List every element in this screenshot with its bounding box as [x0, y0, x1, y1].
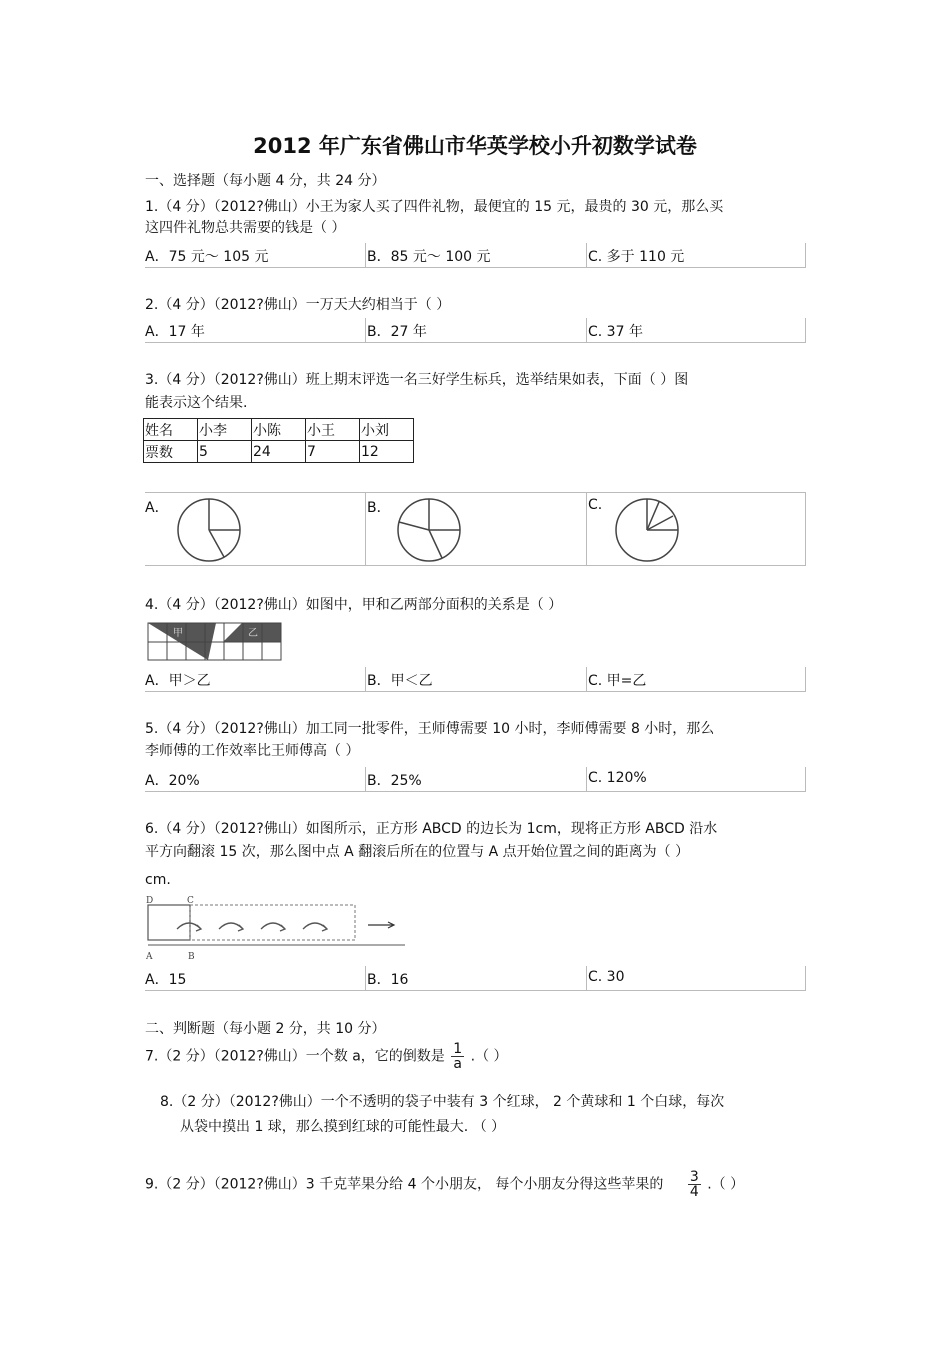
table-cell: 小刘 [360, 419, 414, 441]
question-3-line-1: 3.（4 分）（2012?佛山）班上期末评选一名三好学生标兵，选举结果如表，下面（ ）图 [145, 372, 689, 388]
option-a: A．甲＞乙 [145, 673, 211, 689]
question-3-options [145, 492, 806, 566]
table-row [144, 441, 414, 463]
table-cell: 24 [252, 441, 306, 463]
table-row [144, 419, 414, 441]
question-6-line-3: cm. [145, 872, 171, 888]
question-7 [145, 1042, 508, 1071]
option-c: C. 37 年 [588, 324, 643, 340]
section-heading-judgement: 二、判断题（每小题 2 分，共 10 分） [145, 1021, 386, 1037]
label-jia: 甲 [173, 628, 183, 639]
question-6-line-2: 平方向翻滚 15 次，那么图中点 A 翻滚后所在的位置与 A 点开始位置之间的距离为（ ） [145, 844, 690, 860]
option-c: C. [588, 497, 603, 513]
question-5-line-2: 李师傅的工作效率比王师傅高（ ） [145, 743, 360, 759]
table-cell: 小陈 [252, 419, 306, 441]
fraction-one-over-a [451, 1042, 464, 1071]
area-grid-figure [147, 622, 283, 662]
question-3-line-2: 能表示这个结果. [145, 395, 248, 411]
vertex-label-c: C [187, 896, 194, 906]
question-2-options [145, 318, 806, 343]
question-1-line-2: 这四件礼物总共需要的钱是（ ） [145, 220, 346, 236]
question-8-line-1: 8.（2 分）（2012?佛山）一个不透明的袋子中装有 3 个红球， 2 个黄球和 1 个白球，每次 [160, 1094, 725, 1110]
section-heading-choice: 一、选择题（每小题 4 分，共 24 分） [145, 173, 386, 189]
table-cell: 小李 [198, 419, 252, 441]
option-a: A．20% [145, 773, 200, 789]
pie-chart-b [395, 497, 465, 563]
option-a: A． [145, 500, 169, 516]
option-b: B．25% [367, 773, 422, 789]
table-cell: 7 [306, 441, 360, 463]
vote-table [143, 418, 414, 463]
fraction-denominator: a [453, 1056, 463, 1072]
fraction-numerator: 3 [689, 1169, 699, 1185]
question-8-line-2: 从袋中摸出 1 球，那么摸到红球的可能性最大. （ ） [180, 1119, 506, 1135]
rolling-square-figure [143, 893, 408, 963]
question-5-options [145, 767, 806, 792]
question-6-options [145, 966, 806, 991]
vertex-label-a: A [146, 952, 153, 962]
question-6-line-1: 6.（4 分）（2012?佛山）如图所示，正方形 ABCD 的边长为 1cm，现将正方形 ABCD 沿水 [145, 821, 718, 837]
question-9 [145, 1170, 744, 1199]
option-b: B． [367, 500, 391, 516]
question-1-options [145, 243, 806, 268]
option-b: B．甲＜乙 [367, 673, 433, 689]
option-a: A．15 [145, 972, 187, 988]
option-c: C. 30 [588, 969, 625, 985]
table-cell: 票数 [144, 441, 198, 463]
option-b: B．16 [367, 972, 409, 988]
vertex-label-d: D [146, 896, 154, 906]
question-1-line-1: 1.（4 分）（2012?佛山）小王为家人买了四件礼物，最便宜的 15 元，最贵的 30 元，那么买 [145, 199, 724, 215]
question-9-tail: .（ ） [707, 1176, 745, 1193]
option-a: A．17 年 [145, 324, 205, 340]
option-b: B．85 元～ 100 元 [367, 249, 491, 265]
fraction-denominator: 4 [689, 1184, 699, 1200]
question-2-line-1: 2.（4 分）（2012?佛山）一万天大约相当于（ ） [145, 297, 451, 313]
fraction-three-quarters [688, 1170, 701, 1199]
vertex-label-b: B [188, 952, 195, 962]
page-title: 2012 年广东省佛山市华英学校小升初数学试卷 [253, 134, 697, 158]
label-yi: 乙 [248, 628, 258, 639]
option-c: C. 甲=乙 [588, 673, 647, 689]
table-cell: 姓名 [144, 419, 198, 441]
table-cell: 5 [198, 441, 252, 463]
question-5-line-1: 5.（4 分）（2012?佛山）加工同一批零件，王师傅需要 10 小时，李师傅需要 8 小时，那么 [145, 721, 715, 737]
option-c: C. 多于 110 元 [588, 249, 685, 265]
question-9-text: 9.（2 分）（2012?佛山）3 千克苹果分给 4 个小朋友， 每个小朋友分得这些苹果的 [145, 1176, 664, 1193]
pie-chart-a [175, 497, 245, 563]
question-7-tail: .（ ） [470, 1048, 508, 1065]
question-4-options [145, 667, 806, 692]
question-4-line-1: 4.（4 分）（2012?佛山）如图中，甲和乙两部分面积的关系是（ ） [145, 597, 563, 613]
option-a: A．75 元～ 105 元 [145, 249, 269, 265]
table-cell: 小王 [306, 419, 360, 441]
option-c: C. 120% [588, 770, 647, 786]
fraction-numerator: 1 [453, 1041, 463, 1057]
table-cell: 12 [360, 441, 414, 463]
question-7-text: 7.（2 分）（2012?佛山）一个数 a，它的倒数是 [145, 1048, 445, 1065]
option-b: B．27 年 [367, 324, 427, 340]
pie-chart-c [613, 497, 685, 563]
